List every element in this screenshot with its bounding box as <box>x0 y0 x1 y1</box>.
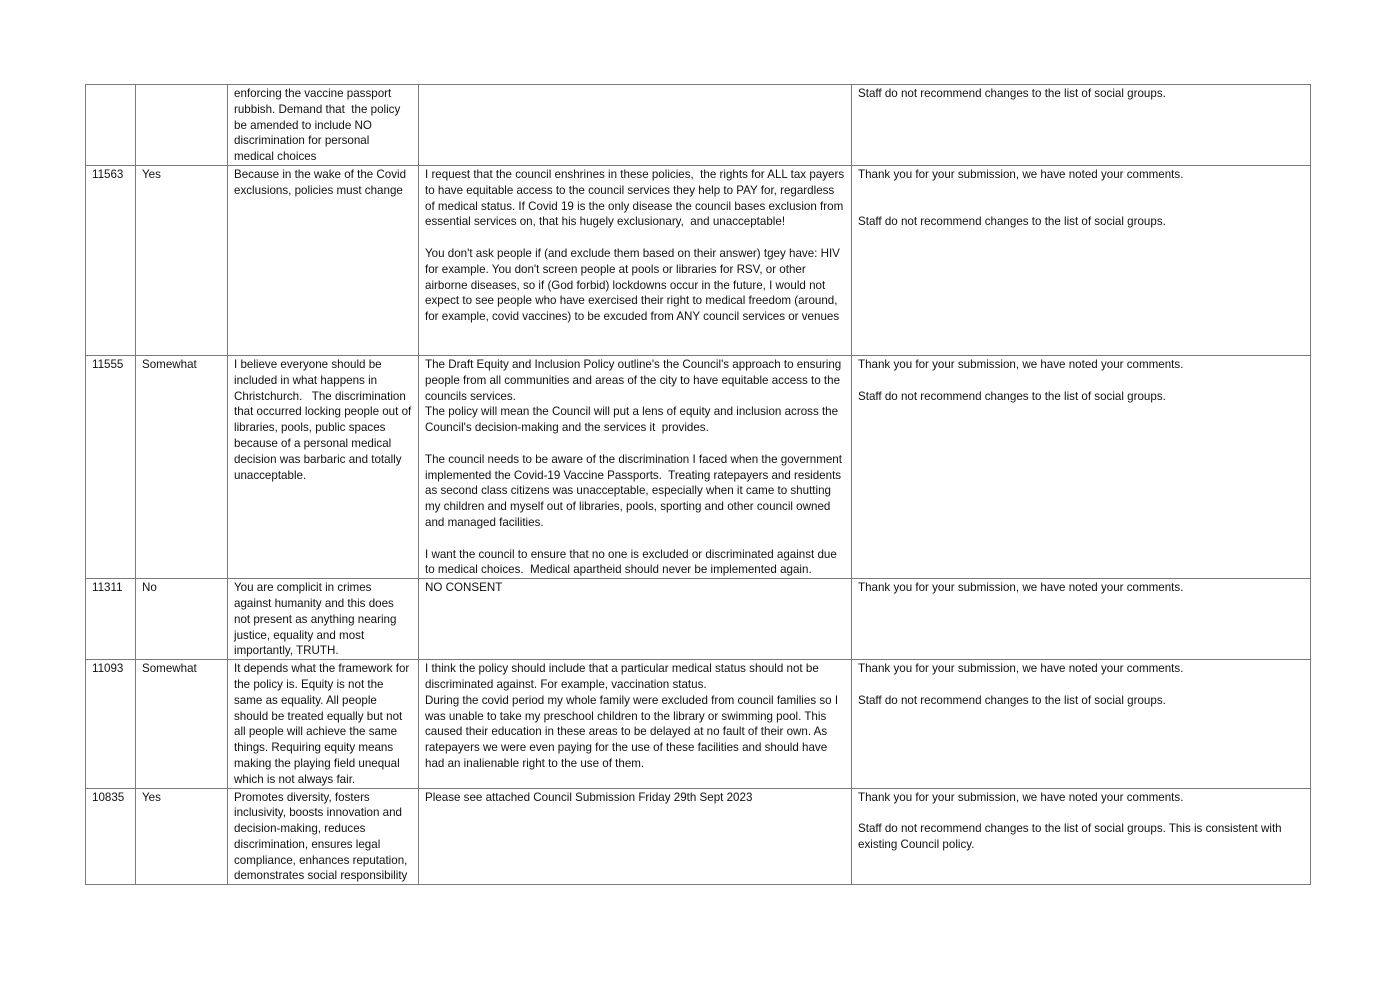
submission-id-cell: 11311 <box>86 579 136 660</box>
comments-cell: I think the policy should include that a particular medical status should not be discriminated against. For example, vaccination status. During the covid period my whole family were excluded from council families so I was unable to take my preschool children to the library or swimming pool. This caused their education in these areas to be delayed at no fault of their own. As ratepayers we were even paying for the use of these facilities and should have had an inalienable right to the use of them. <box>419 660 852 788</box>
reason-cell: enforcing the vaccine passport rubbish. Demand that the policy be amended to include NO discrimination for personal medical choices <box>228 85 419 166</box>
reason-cell: It depends what the framework for the policy is. Equity is not the same as equality. All people should be treated equally but not all people will achieve the same things. Requiring equity means making the playing field unequal which is not always fair. <box>228 660 419 788</box>
table-row <box>86 85 1311 166</box>
comments-cell: The Draft Equity and Inclusion Policy outline's the Council's approach to ensuring people from all communities and areas of the city to have equitable access to the councils services. The policy will mean the Council will put a lens of equity and inclusion across the Council's decision-making and the services it provides. The council needs to be aware of the discrimination I faced when the government implemented the Covid-19 Vaccine Passports. Treating ratepayers and residents as second class citizens was unacceptable, especially when it came to shutting my children and myself out of libraries, pools, sporting and other council owned and managed facilities. I want the council to ensure that no one is excluded or discriminated against due to medical choices. Medical apartheid should never be implemented again. <box>419 355 852 578</box>
comments-cell <box>419 85 852 166</box>
submissions-table <box>85 84 1311 885</box>
reason-cell: You are complicit in crimes against humanity and this does not present as anything nearing justice, equality and most importantly, TRUTH. <box>228 579 419 660</box>
staff-response-cell: Thank you for your submission, we have noted your comments. Staff do not recommend changes to the list of social groups. <box>852 660 1311 788</box>
table-row <box>86 165 1311 355</box>
answer-cell: No <box>136 579 228 660</box>
answer-cell <box>136 85 228 166</box>
table-row <box>86 660 1311 788</box>
submission-id-cell: 11563 <box>86 165 136 355</box>
reason-cell: Promotes diversity, fosters inclusivity, boosts innovation and decision-making, reduces discrimination, ensures legal compliance, enhances reputation, demonstrates social responsibility <box>228 788 419 885</box>
submission-id-cell <box>86 85 136 166</box>
comments-cell: I request that the council enshrines in these policies, the rights for ALL tax payers to have equitable access to the council services they help to PAY for, regardless of medical status. If Covid 19 is the only disease the council bases exclusion from essential services on, that his hugely exclusionary, and unacceptable! You don't ask people if (and exclude them based on their answer) tgey have: HIV for example. You don't screen people at pools or libraries for RSV, or other airborne diseases, so if (God forbid) lockdowns occur in the future, I would not expect to see people who have exercised their right to medical freedom (around, for example, covid vaccines) to be excuded from ANY council services or venues <box>419 165 852 355</box>
reason-cell: I believe everyone should be included in what happens in Christchurch. The discrimination that occurred locking people out of libraries, pools, public spaces because of a personal medical decision was barbaric and totally unacceptable. <box>228 355 419 578</box>
staff-response-cell: Staff do not recommend changes to the list of social groups. <box>852 85 1311 166</box>
answer-cell: Yes <box>136 788 228 885</box>
table-row <box>86 579 1311 660</box>
submission-id-cell: 11555 <box>86 355 136 578</box>
comments-cell: NO CONSENT <box>419 579 852 660</box>
submission-id-cell: 10835 <box>86 788 136 885</box>
table-row <box>86 788 1311 885</box>
staff-response-cell: Thank you for your submission, we have noted your comments. Staff do not recommend changes to the list of social groups. <box>852 165 1311 355</box>
answer-cell: Somewhat <box>136 660 228 788</box>
submission-id-cell: 11093 <box>86 660 136 788</box>
staff-response-cell: Thank you for your submission, we have noted your comments. <box>852 579 1311 660</box>
staff-response-cell: Thank you for your submission, we have noted your comments. Staff do not recommend changes to the list of social groups. <box>852 355 1311 578</box>
table-row <box>86 355 1311 578</box>
answer-cell: Yes <box>136 165 228 355</box>
reason-cell: Because in the wake of the Covid exclusions, policies must change <box>228 165 419 355</box>
comments-cell: Please see attached Council Submission Friday 29th Sept 2023 <box>419 788 852 885</box>
staff-response-cell: Thank you for your submission, we have noted your comments. Staff do not recommend changes to the list of social groups. This is consistent with existing Council policy. <box>852 788 1311 885</box>
answer-cell: Somewhat <box>136 355 228 578</box>
